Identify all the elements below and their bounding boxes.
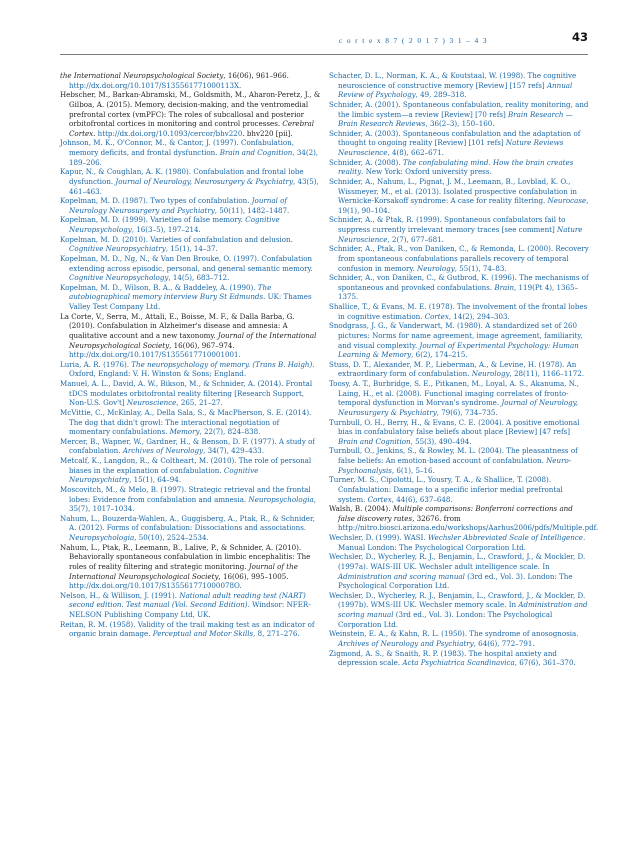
reference-entry	[60, 485, 321, 514]
reference-text: , 16(06), 995–1005.	[218, 571, 289, 581]
reference-text: Schnider, A., Ptak, R., von Daniken, C., & Remonda, L. (2000). Recovery from spontaneous confabulations parallels recovery of temporal confusion in memory.	[329, 244, 589, 273]
reference-text: Zigmond, A. S., & Snaith, R. P. (1983). The hospital anxiety and depression scale.	[329, 648, 557, 668]
reference-text: Schnider, A. (2003). Spontaneous confabulation and the adaptation of thought to ongoing reality [Review] [101 refs]	[329, 128, 581, 148]
reference-text: , 35(7), 1017–1034.	[69, 494, 316, 514]
reference-link[interactable]: http://dx.doi.org/10.1017/S1355617710001001.	[69, 350, 241, 360]
reference-text: Hebscher, M., Barkan-Abramski, M., Goldsmith, M., Aharon-Peretz, J., & Gilboa, A. (2015). Memory, decision-making, and the ventromedial prefrontal cortex (vmPFC): The roles of subcallosal and posterior orbitofrontal cortices in monitoring and control processes.	[60, 90, 321, 129]
reference-text: Nahum, L., Bouzerda-Wahlen, A., Guggisberg, A., Ptak, R., & Schnider, A. (2012). Forms of confabulation: Dissociations and associations.	[60, 513, 315, 533]
reference-entry	[329, 418, 590, 447]
reference-text: , 79(6), 734–735.	[436, 407, 498, 417]
reference-text: , 16(06), 967–974.	[169, 340, 235, 350]
reference-text: , 2(7), 677–681.	[387, 234, 444, 244]
reference-text: , 15(1), 14–37.	[165, 244, 218, 254]
reference-text: , 36(2–3), 150–160.	[425, 119, 495, 129]
reference-link[interactable]: http://dx.doi.org/10.1017/S135561771000113X.	[69, 80, 242, 90]
reference-text: (3rd ed., Vol. 3). London: The Psychological Corporation Ltd.	[338, 571, 573, 591]
reference-text: , 265, 21–27.	[176, 398, 223, 408]
reference-source-title: Brain	[494, 282, 515, 292]
reference-text: , 4(8), 662–671.	[387, 148, 444, 157]
reference-text: Walsh, B. (2004).	[329, 504, 393, 514]
reference-link[interactable]: http://dx.doi.org/10.1017/S135561771000078O.	[69, 581, 242, 591]
reference-text: . New York: Oxford university press.	[361, 167, 492, 177]
reference-source-title: The confabulating mind. How the brain creates reality	[338, 157, 574, 177]
reference-entry	[329, 321, 590, 360]
reference-text: , 14(5), 683–712.	[168, 273, 230, 283]
reference-entry	[329, 533, 590, 552]
reference-text: Wechsler, D., Wycherley, R. J., Benjamin, L., Crawford, J., & Mockler, D. (1997b). WMS-III UK. Wechsler memory scale. In	[329, 590, 586, 610]
reference-text: , 50(11), 1482–1487.	[214, 205, 290, 215]
reference-text: , 49, 289–318.	[415, 90, 467, 100]
reference-source-title: Cerebral Cortex	[69, 119, 315, 138]
reference-entry	[329, 71, 590, 100]
reference-source-title: Annual Review of Psychology	[338, 80, 573, 100]
reference-entry	[60, 543, 321, 591]
reference-source-title: Nature Reviews Neuroscience	[338, 138, 564, 157]
reference-source-title: Nature Neuroscience	[338, 225, 583, 244]
reference-text: Moscovitch, M., & Melo, B. (1997). Strategic retrieval and the frontal lobes: Evidence from confabulation and amnesia.	[60, 484, 311, 504]
reference-text: , 15(1), 64–94.	[129, 475, 182, 485]
reference-text: , 64(6), 772–791.	[473, 638, 535, 648]
reference-text: , 119(Pt 4), 1365–1375.	[338, 282, 579, 302]
reference-source-title: Neuropsychologia	[69, 533, 135, 542]
reference-text: Nahum, L., Ptak, R., Leemann, B., Lalive, P., & Schnider, A. (2010). Behaviorally spontaneous confabulation in limbic encephalitis: The roles of reality filtering and strategic monitoring.	[60, 542, 311, 571]
reference-entry	[329, 591, 590, 630]
reference-text: Schnider, A., von Daniken, C., & Gutbrod, K. (1996). The mechanisms of spontaneous and provoked confabulations.	[329, 273, 589, 292]
reference-text: Manuel, A. L., David, A. W., Bikson, M., & Schnider, A. (2014). Frontal tDCS modulates orbitofrontal reality filtering [Research Support, Non-U.S. Gov't]	[60, 379, 313, 408]
reference-text: Turnbull, O., Jenkins, S., & Rowley, M. L. (2004). The pleasantness of false beliefs: An emotion-based account of confabulation.	[329, 446, 578, 465]
reference-text: , 6(2), 174–215.	[411, 350, 468, 360]
reference-source-title: Administration and scoring manual	[338, 571, 465, 581]
reference-text: , 43(5), 461–463.	[69, 176, 319, 196]
reference-text: Shallice, T., & Evans, M. E. (1978). The involvement of the frontal lobes in cognitive estimation.	[329, 302, 588, 321]
reference-source-title: the International Neuropsychological Society	[60, 71, 224, 80]
reference-source-title: Journal of Neurology, Neurosurgery & Psychiatry	[115, 176, 293, 186]
reference-source-title: Archives of Neurology and Psychiatry	[338, 638, 474, 648]
reference-entry	[60, 254, 321, 283]
reference-text: Turnbull, O. H., Berry, H., & Evans, C. E. (2004). A positive emotional bias in confabulatory false beliefs about place [Review] [47 refs]	[329, 417, 580, 437]
reference-entry	[60, 437, 321, 456]
header-divider	[60, 54, 588, 55]
reference-text: , 34(2), 189–206.	[69, 148, 319, 167]
reference-entry	[60, 215, 321, 234]
reference-entry	[60, 90, 321, 138]
reference-source-title: Brain Research — Brain Research Reviews	[338, 109, 573, 129]
reference-source-title: Journal of Experimental Psychology: Human Learning & Memory	[338, 340, 579, 360]
reference-text: , 22(7), 824–838.	[199, 427, 261, 437]
reference-source-title: Journal of the International Neuropsychological Society	[69, 330, 317, 350]
reference-source-title: Cognitive Neuropsychology	[69, 273, 169, 283]
reference-source-title: Journal of the International Neuropsychological Society	[69, 561, 298, 581]
reference-text: . Windsor: NFER-NELSON Publishing Company Ltd, UK.	[69, 600, 311, 619]
reference-text: Mercer, B., Wapner, W., Gardner, H., & Benson, D. F. (1977). A study of confabulation.	[60, 436, 315, 456]
reference-source-title: Neurocase	[547, 196, 587, 206]
reference-entry	[60, 71, 321, 90]
reference-text: Schacter, D. L., Norman, K. A., & Koutstaal, W. (1998). The cognitive neuroscience of constructive memory [Review] [157 refs]	[329, 71, 577, 90]
reference-entry	[60, 138, 321, 167]
reference-text: Schnider, A. (2001). Spontaneous confabulation, reality monitoring, and the limbic system—a review [Review] [70 refs]	[329, 99, 589, 119]
reference-source-title: Administration and scoring manual	[338, 600, 588, 619]
reference-text: Kopelman, M. D. (1987). Two types of confabulation.	[60, 196, 252, 206]
reference-text: Kopelman, M. D. (1999). Varieties of false memory.	[60, 215, 246, 225]
reference-source-title: Neurology	[417, 263, 455, 273]
reference-entry	[329, 302, 590, 321]
reference-source-title: Journal of Neurology, Neurosurgery & Psychiatry	[338, 398, 578, 417]
reference-source-title: Cognitive Neuropsychiatry	[69, 244, 166, 254]
reference-entry	[60, 514, 321, 543]
reference-text: McVittie, C., McKinlay, A., Della Sala, S., & MacPherson, S. E. (2014). The dog that didn't growl: The interactional negotiation of momentary confabulations.	[60, 407, 312, 437]
reference-entry	[329, 446, 590, 475]
reference-link[interactable]: http://nitro.biosci.arizona.edu/workshops/Aarhus2006/pdfs/Multiple.pdf.	[338, 523, 599, 533]
reference-entry	[60, 408, 321, 437]
reference-entry	[60, 379, 321, 408]
reference-source-title: Neuropsychologia	[248, 494, 314, 504]
reference-text: Metcalf, K., Langdon, R., & Coltheart, M. (2010). The role of personal biases in the explanation of confabulation.	[60, 456, 312, 475]
reference-text: , 50(10), 2524–2534.	[134, 533, 209, 542]
reference-text: Johnson, M. K., O'Connor, M., & Cantor, J. (1997). Confabulation, memory deficits, and frontal dysfunction.	[60, 138, 294, 157]
reference-entry	[329, 215, 590, 244]
reference-list-right-column	[329, 71, 599, 668]
reference-source-title: Brain and Cognition	[338, 436, 411, 446]
reference-list-left-column	[60, 71, 321, 639]
reference-text: Schnider, A., Nahum, L., Pignat, J. M., Leemann, B., Lovblad, K. O., Wissmeyer, M., et al. (2013). Isolated prospective confabulation in Wernicke-Korsakoff syndrome: A case for reality filtering.	[329, 176, 577, 206]
reference-source-title: Neuroscience	[126, 398, 177, 408]
reference-entry	[60, 235, 321, 254]
reference-source-title: Wechsler Abbreviated Scale of Intelligence	[427, 533, 583, 542]
reference-source-title: Cortex	[424, 311, 449, 321]
reference-text: Schnider, A. (2008).	[329, 157, 403, 167]
reference-source-title: Neurology	[471, 369, 510, 379]
reference-entry	[60, 196, 321, 215]
reference-text: , 55(3), 490–494.	[410, 436, 472, 446]
reference-text: Stuss, D. T., Alexander, M. P., Lieberman, A., & Levine, H. (1978). An extraordinary form of confabulation.	[329, 359, 577, 379]
reference-source-title: Journal of Neurology Neurosurgery and Psychiatry	[69, 196, 287, 215]
reference-text: Weinstein, E. A., & Kahn, R. L. (1950). The syndrome of anosognosia.	[329, 629, 579, 639]
reference-source-title: Acta Psychiatrica Scandinavica	[402, 658, 515, 668]
reference-source-title: Cortex	[367, 494, 392, 504]
reference-source-title: Multiple comparisons: Bonferroni corrections and false discovery rates	[338, 504, 573, 523]
page-number: 43	[571, 30, 588, 44]
reference-source-title: Cognitive Neuropsychology	[69, 215, 280, 234]
reference-entry	[329, 273, 590, 302]
reference-text: Kopelman, M. D., Wilson, B. A., & Baddeley, A. (1990).	[60, 282, 258, 292]
reference-text: Reitan, R. M. (1958). Validity of the trail making test as an indicator of organic brain damage.	[60, 619, 315, 639]
reference-text: La Corte, V., Serra, M., Attali, E., Boisse, M. F., & Dalla Barba, G. (2010). Confabulation in Alzheimer's disease and amnesia: A qualitative account and a new taxonomy.	[60, 311, 295, 340]
reference-entry	[329, 177, 590, 216]
reference-link[interactable]: http://dx.doi.org/10.1093/cercor/bhv220	[97, 128, 243, 138]
reference-text: , 34(7), 429–433.	[203, 446, 265, 456]
reference-source-title: Perceptual and Motor Skills	[152, 629, 254, 639]
reference-text: Wechsler, D., Wycherley, R. J., Benjamin, L., Crawford, J., & Mockler, D. (1997a). WAIS-III UK. Wechsler adult intelligence scale. In	[329, 552, 586, 571]
reference-text: (3rd ed., Vol. 3). London: The Psychological Corporation Ltd.	[338, 610, 553, 629]
reference-text: , 44(6), 637–648.	[391, 494, 453, 504]
reference-text: Snodgrass, J. G., & Vanderwart, M. (1980). A standardized set of 260 pictures: Norms for name agreement, image agreement, familiarity, and visual complexity.	[329, 321, 583, 350]
reference-entry	[329, 475, 590, 504]
reference-text: Toosy, A. T., Burbridge, S. E., Pitkanen, M., Loyal, A. S., Akanuma, N., Laing, H., et al. (2008). Functional imaging correlates of fronto-temporal dysfunction in Morvan's syndrome.	[329, 379, 580, 408]
reference-text: Turner, M. S., Cipolotti, L., Yousry, T. A., & Shallice, T. (2008). Confabulation: Damage to a specific inferior medial prefrontal system.	[329, 475, 563, 504]
reference-text: , 8, 271–276.	[253, 629, 300, 639]
reference-entry	[60, 312, 321, 360]
reference-entry	[60, 283, 321, 312]
reference-text: Schnider, A., & Ptak, R. (1999). Spontaneous confabulators fail to suppress currently irrelevant memory traces [see comment]	[329, 215, 566, 234]
reference-text: Kopelman, M. D. (2010). Varieties of confabulation and delusion.	[60, 234, 293, 244]
reference-entry	[329, 244, 590, 273]
reference-source-title: Neuro-Psychoanalysis	[338, 456, 572, 475]
reference-entry	[329, 158, 590, 177]
reference-entry	[60, 456, 321, 485]
reference-text: , 55(1), 74–83.	[454, 263, 507, 273]
reference-text: , 67(6), 361–370.	[514, 658, 576, 668]
reference-text: . UK: Thames Valley Test Company Ltd.	[69, 292, 312, 311]
reference-text: , 14(2), 294–303.	[448, 311, 510, 321]
reference-entry	[329, 379, 590, 418]
reference-text: Wechsler, D. (1999). WASI.	[329, 533, 428, 542]
reference-source-title: The neuropsychology of memory. (Trans B. Haigh)	[131, 359, 313, 369]
reference-entry	[60, 591, 321, 620]
reference-source-title: Cognitive Neuropsychiatry	[69, 465, 259, 485]
reference-text: , 19(1), 90–104.	[338, 196, 589, 215]
reference-source-title: Brain and Cognition	[219, 148, 293, 157]
reference-entry	[329, 552, 590, 591]
reference-source-title: National adult reading test (NART) second edition. Test manual (Vol. Second Edition)	[69, 590, 306, 610]
reference-source-title: Archives of Neurology	[122, 446, 204, 456]
reference-entry	[329, 360, 590, 379]
reference-entry	[329, 129, 590, 158]
reference-entry	[329, 629, 590, 648]
reference-text: Kapur, N., & Coughlan, A. K. (1980). Confabulation and frontal lobe dysfunction.	[60, 167, 304, 186]
reference-entry	[60, 620, 321, 639]
reference-text: , 6(1), 5–16.	[391, 465, 435, 475]
reference-entry	[329, 649, 590, 668]
reference-text: Luria, A. R. (1976).	[60, 359, 132, 369]
reference-entry	[329, 504, 599, 533]
reference-text: . Oxford, England: V. H. Winston & Sons; England.	[69, 359, 315, 379]
running-header-journal: c o r t e x 8 7 ( 2 0 1 7 ) 3 1 – 4 3	[338, 36, 488, 45]
reference-text: , 32676. from	[412, 513, 461, 523]
reference-text: .	[93, 128, 98, 138]
reference-entry	[329, 100, 590, 129]
reference-text: Kopelman, M. D., Ng, N., & Van Den Brouke, O. (1997). Confabulation extending across episodic, personal, and general semantic memory.	[60, 253, 313, 273]
reference-text: Nelson, H., & Willison, J. (1991).	[60, 590, 180, 600]
reference-text: , 16(3–5), 197–214.	[131, 225, 201, 234]
reference-source-title: Memory	[169, 427, 200, 437]
reference-source-title: The autobiographical memory interview Bury St Edmunds	[69, 282, 272, 302]
reference-text: . bhv220 [pii].	[242, 128, 293, 138]
reference-entry	[60, 360, 321, 379]
reference-text: , 16(06), 961–966.	[223, 71, 289, 80]
reference-text: , 28(11), 1166–1172.	[509, 369, 585, 379]
reference-text: . Manual London: The Psychological Corporation Ltd.	[338, 533, 586, 552]
reference-entry	[60, 167, 321, 196]
